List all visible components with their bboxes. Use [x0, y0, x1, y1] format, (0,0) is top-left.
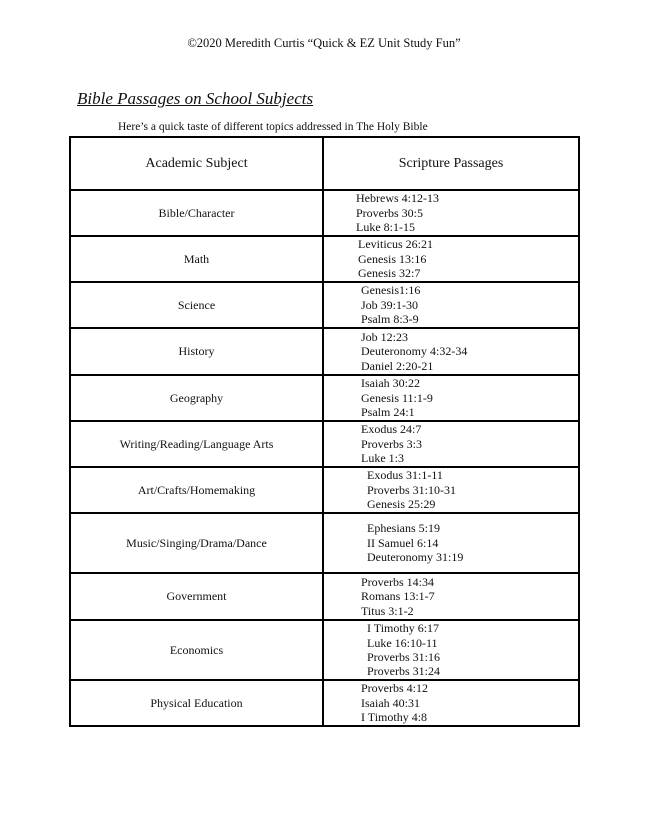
table-row — [70, 282, 579, 328]
passages-cell — [323, 375, 579, 421]
table-row — [70, 421, 579, 467]
subject-cell: Geography — [70, 375, 323, 421]
scripture-reference: I Timothy 6:17 — [367, 621, 440, 636]
scripture-reference: Genesis 25:29 — [367, 497, 436, 512]
scripture-reference: Luke 8:1-15 — [356, 220, 415, 235]
scripture-reference: Exodus 31:1-11 — [367, 468, 443, 483]
scripture-reference: Luke 16:10-11 — [367, 635, 438, 650]
passages-table — [69, 136, 580, 727]
table-header-row — [70, 137, 579, 190]
passages-cell — [323, 282, 579, 328]
subject-cell: Physical Education — [70, 680, 323, 726]
table-row — [70, 190, 579, 236]
passages-cell — [323, 421, 579, 467]
scripture-reference: Exodus 24:7 — [361, 422, 422, 437]
subject-cell: Music/Singing/Drama/Dance — [70, 513, 323, 573]
scripture-reference: Proverbs 31:24 — [367, 664, 440, 679]
copyright-line: ©2020 Meredith Curtis “Quick & EZ Unit Study Fun” — [187, 36, 461, 50]
passages-cell — [323, 620, 579, 680]
scripture-reference: Deuteronomy 31:19 — [367, 550, 464, 565]
scripture-reference: Proverbs 30:5 — [356, 205, 423, 220]
scripture-reference: Leviticus 26:21 — [358, 237, 433, 252]
scripture-reference: Proverbs 31:16 — [367, 650, 440, 664]
scripture-reference: Isaiah 40:31 — [361, 695, 420, 710]
table-row — [70, 573, 579, 620]
table-row — [70, 328, 579, 375]
subject-cell: Art/Crafts/Homemaking — [70, 467, 323, 513]
scripture-reference: Daniel 2:20-21 — [361, 358, 434, 373]
subject-cell: Government — [70, 573, 323, 620]
scripture-reference: Isaiah 30:22 — [361, 376, 420, 391]
scripture-reference: Ephesians 5:19 — [367, 521, 440, 536]
column-header-subject: Academic Subject — [70, 137, 323, 190]
column-header-passages: Scripture Passages — [323, 137, 579, 190]
subject-cell: History — [70, 328, 323, 375]
subject-cell: Bible/Character — [70, 190, 323, 236]
scripture-reference: Genesis 32:7 — [358, 266, 421, 281]
subject-cell: Economics — [70, 620, 323, 680]
passages-cell — [323, 236, 579, 282]
scripture-reference: Proverbs 3:3 — [361, 436, 422, 451]
scripture-reference: Job 12:23 — [361, 329, 409, 344]
scripture-reference: Genesis 11:1-9 — [361, 390, 433, 405]
table-row — [70, 467, 579, 513]
scripture-reference: Deuteronomy 4:32-34 — [361, 344, 468, 359]
scripture-reference: I Timothy 4:8 — [361, 710, 428, 725]
passages-cell — [323, 467, 579, 513]
table-row — [70, 375, 579, 421]
scripture-reference: Genesis 13:16 — [358, 251, 427, 266]
passages-cell — [323, 328, 579, 375]
scripture-reference: Titus 3:1-2 — [361, 603, 414, 618]
scripture-reference: Romans 13:1-7 — [361, 589, 435, 604]
scripture-reference: Proverbs 4:12 — [361, 681, 428, 696]
table-row — [70, 680, 579, 726]
subject-cell: Math — [70, 236, 323, 282]
section-intro: Here’s a quick taste of different topics addressed in The Holy Bible — [118, 121, 428, 133]
passages-cell — [323, 190, 579, 236]
scripture-reference: Job 39:1-30 — [361, 297, 418, 312]
passages-cell — [323, 513, 579, 573]
scripture-reference: Proverbs 14:34 — [361, 574, 434, 589]
scripture-reference: Genesis1:16 — [361, 283, 421, 298]
scripture-reference: II Samuel 6:14 — [367, 535, 439, 550]
passages-cell — [323, 680, 579, 726]
section-title: Bible Passages on School Subjects — [77, 89, 314, 108]
scripture-reference: Hebrews 4:12-13 — [356, 191, 439, 206]
table-row — [70, 513, 579, 573]
scripture-reference: Luke 1:3 — [361, 451, 404, 466]
scripture-reference: Psalm 24:1 — [361, 405, 415, 420]
subject-cell: Science — [70, 282, 323, 328]
passages-cell — [323, 573, 579, 620]
scripture-reference: Psalm 8:3-9 — [361, 312, 419, 327]
subject-cell: Writing/Reading/Language Arts — [70, 421, 323, 467]
table-row — [70, 236, 579, 282]
table-row — [70, 620, 579, 680]
scripture-reference: Proverbs 31:10-31 — [367, 482, 456, 497]
